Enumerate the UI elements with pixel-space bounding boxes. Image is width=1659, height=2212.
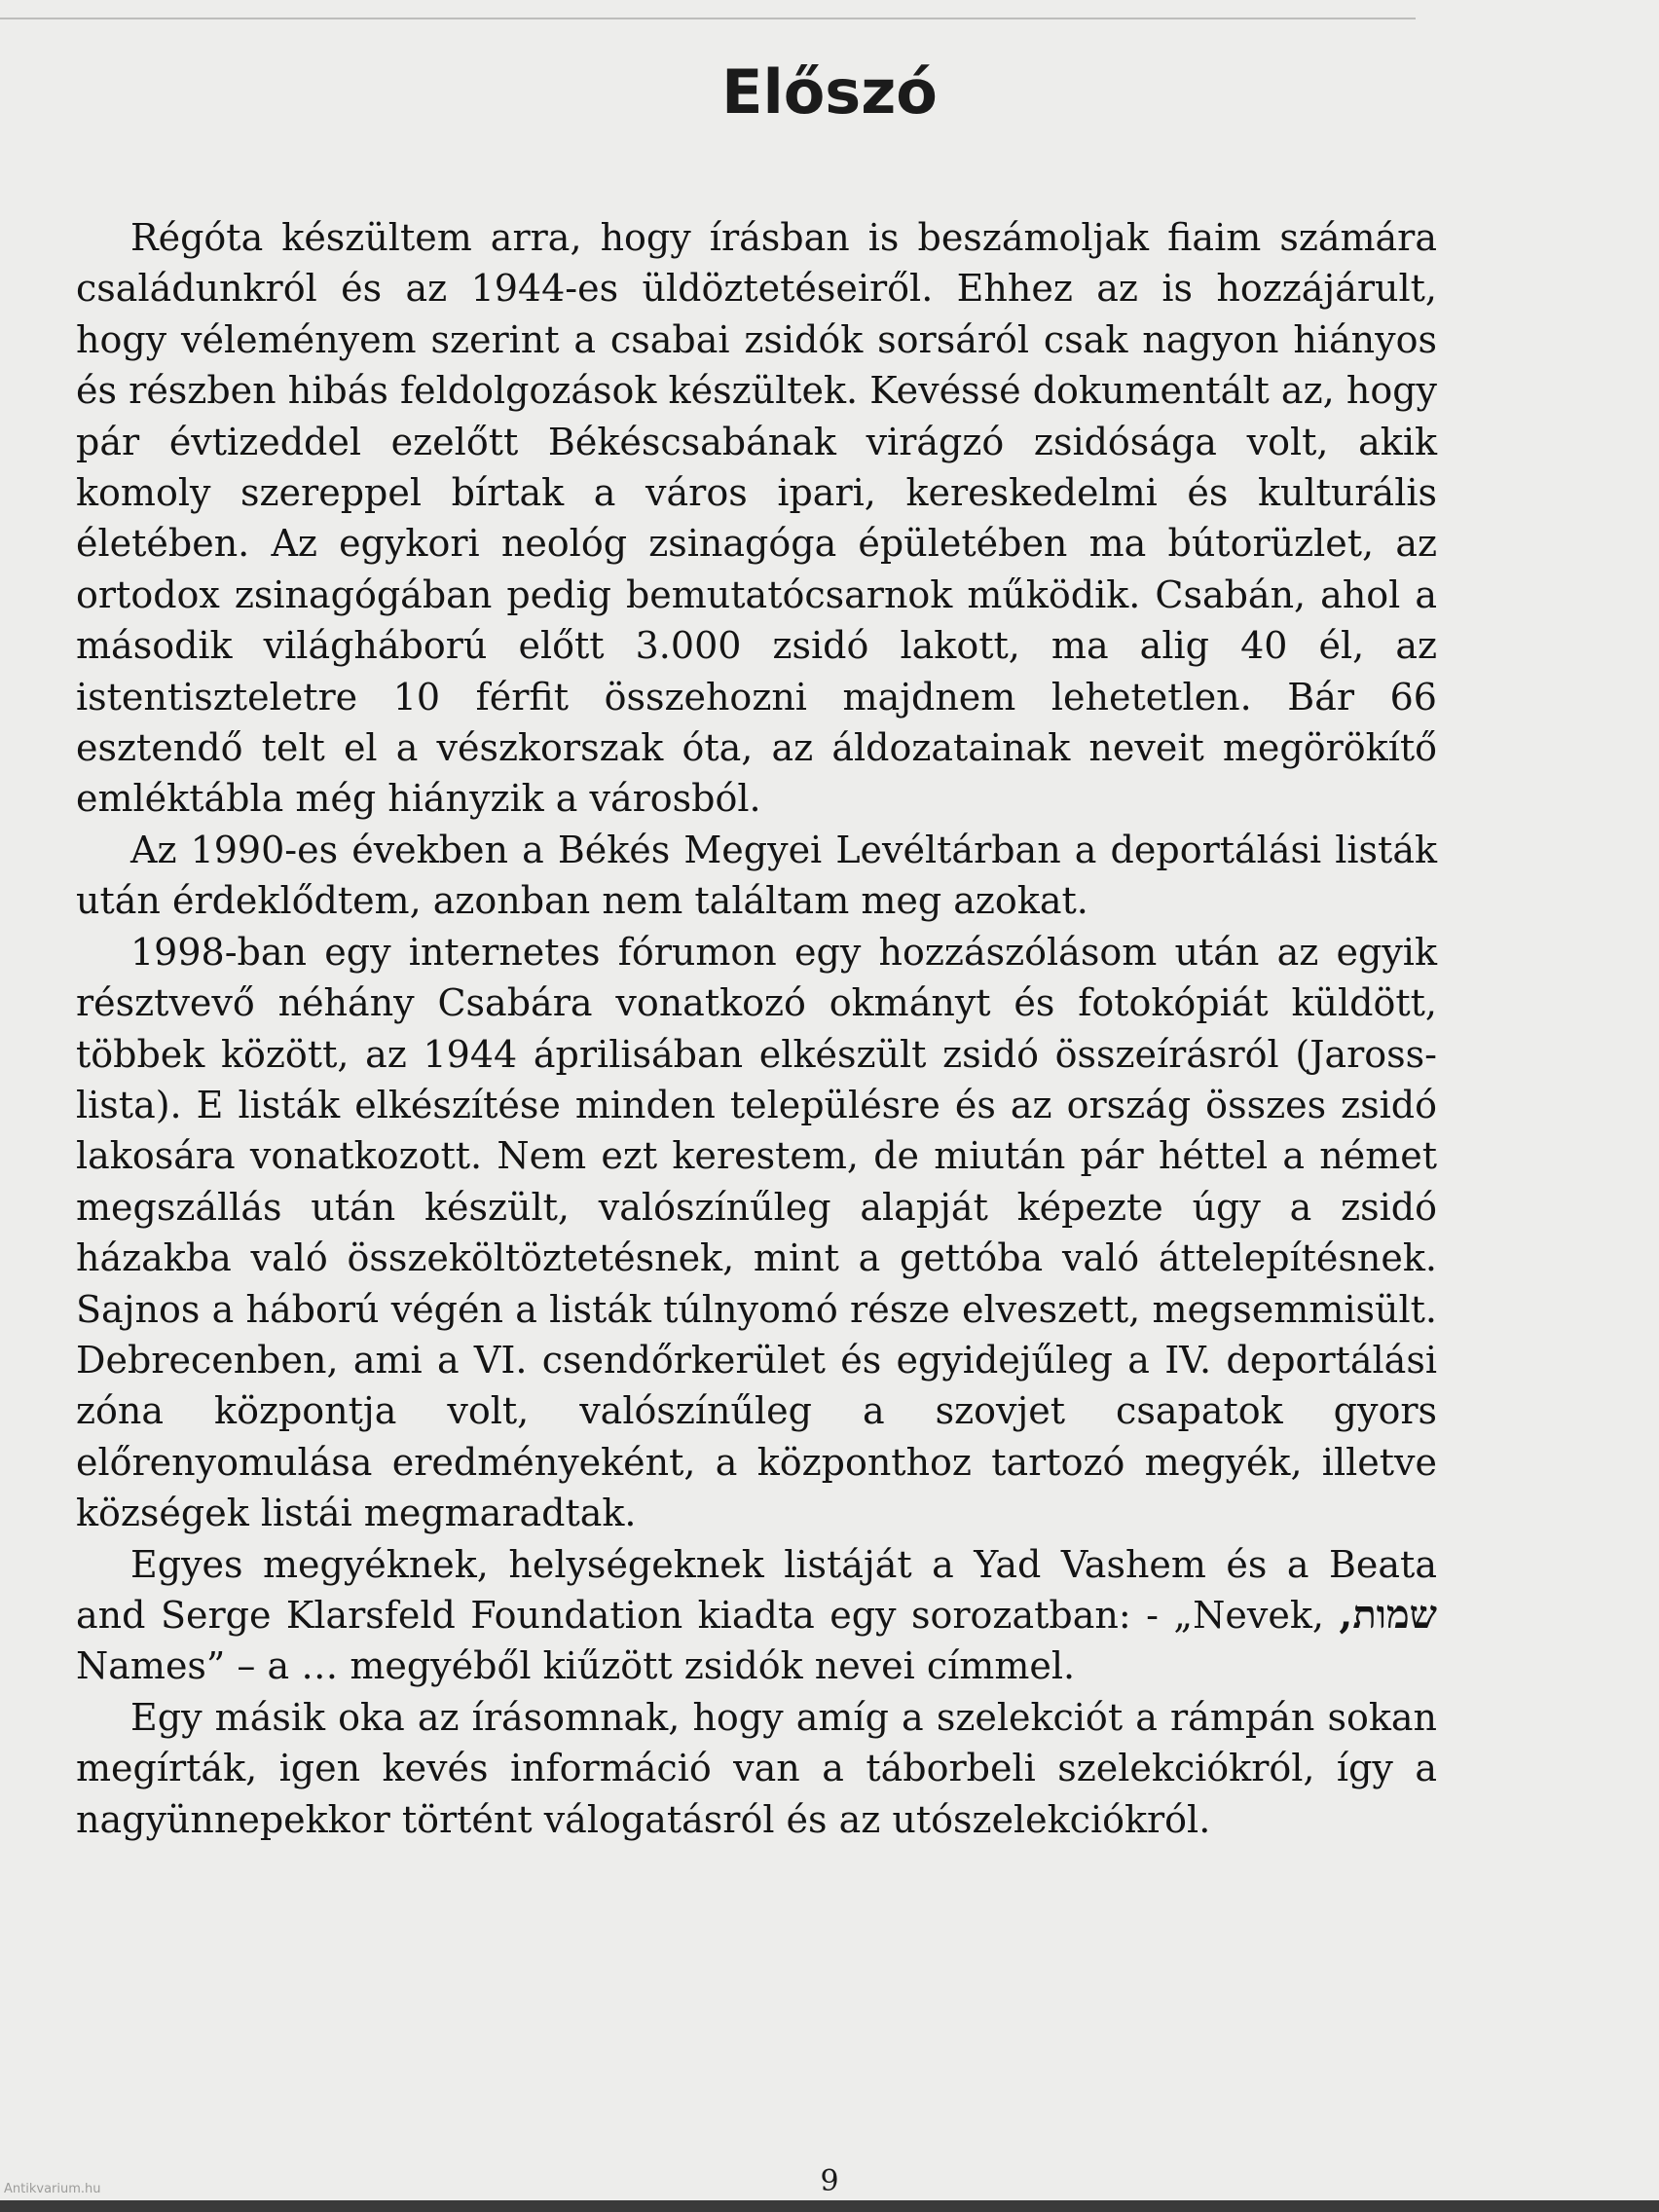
- page-number: 9: [820, 2164, 839, 2198]
- paragraph-5: Egy másik oka az írásomnak, hogy amíg a szelekciót a rámpán sokan megírták, igen kevés információ van a táborbeli szelekciókról, így a nagyünnepekkor történt válogatásról és az utószelekciókról.: [76, 1695, 1437, 1841]
- bottom-edge: [0, 2200, 1659, 2212]
- watermark: Antikvarium.hu: [4, 2182, 101, 2196]
- paragraph-4-after: Names” – a … megyéből kiűzött zsidók nevei címmel.: [76, 1644, 1076, 1688]
- paragraph-1: Régóta készültem arra, hogy írásban is beszámoljak fiaim számára családunkról és az 1944-es üldöztetéseiről. Ehhez az is hozzájárult, hogy véleményem szerint a csabai zsidók sorsáról csak nagyon hiányos és részben hibás feldolgozások készültek. Kevéssé dokumentált az, hogy pár évtizeddel ezelőtt Békéscsabának virágzó zsidósága volt, akik komoly szereppel bírtak a város ipari, kereskedelmi és kulturális életében. Az egykori neológ zsinagóga épületében ma bútorüzlet, az ortodox zsinagógában pedig bemutatócsarnok működik. Csabán, ahol a második világháború előtt 3.000 zsidó lakott, ma alig 40 él, az istentiszteletre 10 férfit összehozni majdnem lehetetlen. Bár 66 esztendő telt el a vészkorszak óta, az áldozatainak neveit megörökítő emléktábla még hiányzik a városból.: [76, 216, 1437, 821]
- paragraph-2: Az 1990-es években a Békés Megyei Levéltárban a deportálási listák után érdeklődtem, azonban nem találtam meg azokat.: [76, 828, 1437, 923]
- page-title: Előszó: [721, 56, 938, 128]
- body-text: [76, 212, 1437, 1845]
- paragraph-3: 1998-ban egy internetes fórumon egy hozzászólásom után az egyik résztvevő néhány Csabára vonatkozó okmányt és fotokópiát küldött, többek között, az 1944 áprilisában elkészült zsidó összeírásról (Jaross-lista). E listák elkészítése minden településre és az ország összes zsidó lakosára vonatkozott. Nem ezt kerestem, de miután pár héttel a német megszállás után készült, valószínűleg alapját képezte úgy a zsidó házakba való összeköltöztetésnek, mint a gettóba való áttelepítésnek. Sajnos a háború végén a listák túlnyomó része elveszett, megsemmisült. Debrecenben, ami a VI. csendőrkerület és egyidejűleg a IV. deportálási zóna központja volt, valószínűleg a szovjet csapatok gyors előrenyomulása eredményeként, a központhoz tartozó megyék, illetve községek listái megmaradtak.: [76, 930, 1437, 1535]
- paragraph-4: [76, 1539, 1437, 1692]
- paragraph-4-before: Egyes megyéknek, helységeknek listáját a Yad Vashem és a Beata and Serge Klarsfeld Foundation kiadta egy sorozatban: - „Nevek,: [76, 1542, 1437, 1637]
- top-rule: [0, 18, 1416, 19]
- hebrew-word: שמות,: [1339, 1591, 1437, 1638]
